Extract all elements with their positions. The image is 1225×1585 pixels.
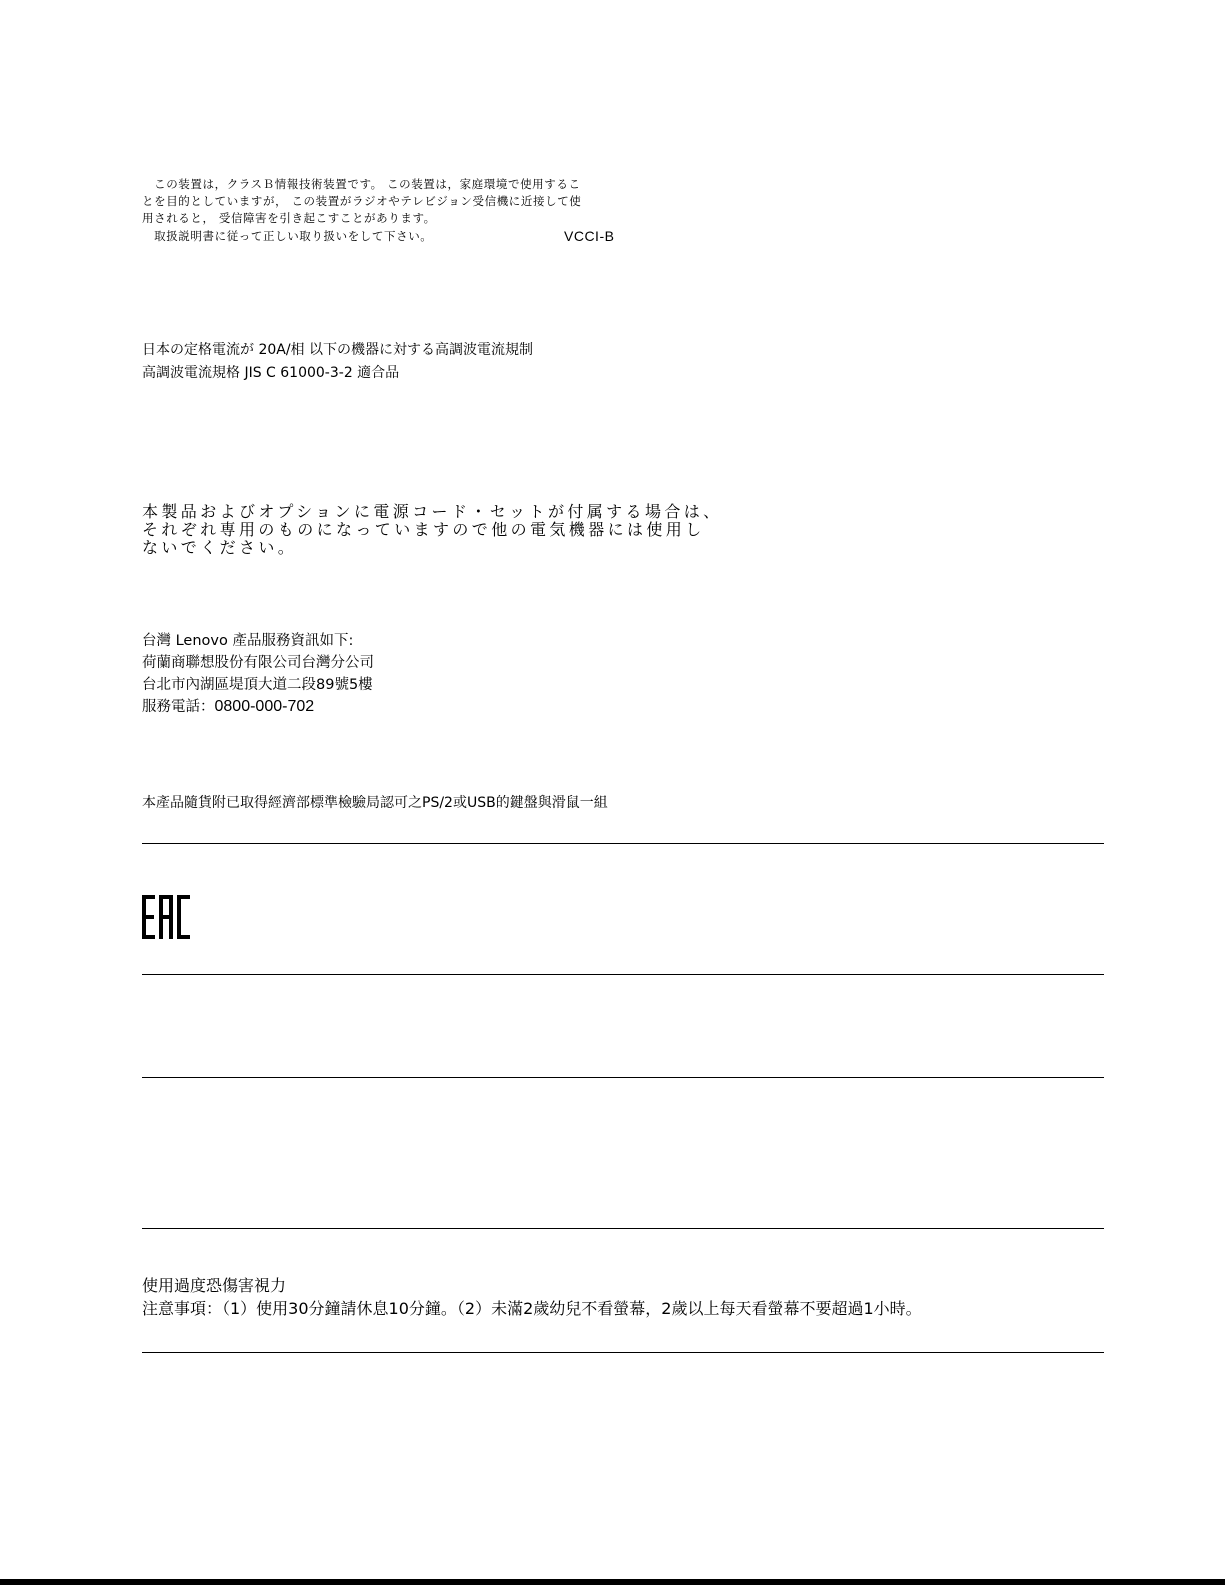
- divider-4: [142, 1228, 1104, 1229]
- vcci-mark: VCCI-B: [564, 228, 615, 244]
- vcci-line-1: この装置は，クラスＢ情報技術装置です。 この装置は，家庭環境で使用するこ: [142, 177, 581, 191]
- page-bottom-edge: [0, 1579, 1225, 1585]
- cord-line-3: ないでください。: [142, 538, 298, 557]
- cord-line-2: それぞれ専用のものになっていますので他の電気機器には使用し: [142, 520, 705, 539]
- vcci-line-4: 取扱説明書に従って正しい取り扱いをして下さい。: [142, 229, 433, 243]
- harmonic-line-1: 日本の定格電流が 20A/相 以下の機器に対する高調波電流規制: [142, 342, 534, 358]
- eac-mark-text: [190, 895, 191, 896]
- service-company: 荷蘭商聯想股份有限公司台灣分公司: [142, 655, 374, 671]
- service-heading: 台灣 Lenovo 產品服務資訊如下:: [142, 633, 354, 649]
- eac-mark: [142, 895, 190, 939]
- service-phone-label: 服務電話：: [142, 699, 215, 715]
- service-address: 台北市內湖區堤頂大道二段89號5樓: [142, 677, 373, 693]
- vcci-line-3: 用されると， 受信障害を引き起こすことがあります。: [142, 211, 436, 225]
- vcci-line-2: とを目的としていますが， この装置がラジオやテレビジョン受信機に近接して使: [142, 194, 582, 208]
- service-phone-number: 0800-000-702: [214, 698, 315, 715]
- cord-line-1: 本製品およびオプションに電源コード・セットが付属する場合は、: [142, 502, 723, 521]
- service-phone: [142, 696, 314, 718]
- divider-3: [142, 1077, 1104, 1078]
- harmonic-line-2: 高調波電流規格 JIS C 61000-3-2 適合品: [142, 365, 400, 381]
- divider-2: [142, 974, 1104, 975]
- warning-title: 使用過度恐傷害視力: [142, 1276, 287, 1295]
- eac-logo-icon: [142, 895, 190, 939]
- divider-5: [142, 1352, 1104, 1353]
- divider-1: [142, 843, 1104, 844]
- warning-note: 注意事項：（1）使用30分鐘請休息10分鐘。（2）未滿2歲幼兒不看螢幕，2歲以上每天看螢幕不要超過1小時。: [142, 1299, 922, 1318]
- bsmi-notice: 本產品隨貨附已取得經濟部標準檢驗局認可之PS/2或USB的鍵盤與滑鼠一組: [142, 795, 608, 811]
